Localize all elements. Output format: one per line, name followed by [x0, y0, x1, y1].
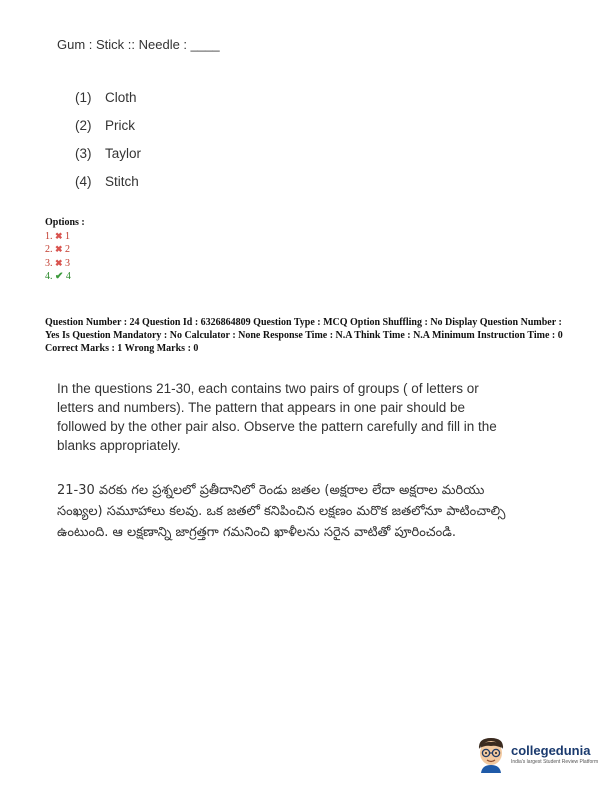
option-row-4	[45, 270, 85, 284]
option-row-1	[45, 230, 85, 244]
metadata-line: Question Number : 24 Question Id : 6326864809 Question Type : MCQ Option Shuffling : No Display Question Number : Yes Is Question Mandatory : No Calculator : None Response Time : N.A Think Time : N.A Minimum Instruction Time : 0	[45, 317, 563, 341]
option-value: 1	[65, 230, 71, 242]
option-number: 2.	[45, 244, 53, 255]
choice-4	[75, 174, 141, 202]
choice-2	[75, 118, 141, 146]
option-row-3	[45, 257, 85, 271]
options-title: Options :	[45, 217, 85, 228]
checkmark-icon: ✔	[55, 271, 64, 282]
brand-tagline: India's largest Student Review Platform	[511, 759, 599, 765]
choice-number: (3)	[75, 146, 92, 161]
instructions-telugu: 21-30 వరకు గల ప్రశ్నలలో ప్రతీదానిలో రెండు జతల (అక్షరాల లేదా అక్షరాల మరియు సంఖ్యల) సమూహాలు కలవు. ఒక జతలో కనిపించిన లక్షణం మరొక జతలోనూ పాటించాల్సి ఉంటుంది. ఆ లక్షణాన్ని జాగ్రత్తగా గమనించి ఖాళీలను సరైన వాటితో పూరించండి.	[57, 483, 506, 540]
cross-icon: ✖	[55, 230, 63, 241]
marks-line: Correct Marks : 1 Wrong Marks : 0	[45, 343, 199, 354]
choice-text: Cloth	[105, 90, 137, 105]
choice-number: (1)	[75, 90, 92, 105]
mascot-icon	[474, 735, 508, 773]
option-value: 2	[65, 244, 71, 255]
cross-icon: ✖	[55, 257, 63, 268]
option-value: 4	[65, 271, 71, 282]
option-number: 1.	[45, 230, 53, 242]
options-key	[45, 216, 85, 284]
option-row-2	[45, 243, 85, 257]
question-metadata	[45, 317, 570, 356]
answer-choices	[75, 90, 141, 202]
choice-number: (4)	[75, 174, 92, 189]
choice-3	[75, 146, 141, 174]
question-prompt: Gum : Stick :: Needle : ____	[57, 37, 220, 52]
choice-text: Prick	[105, 118, 135, 133]
choice-1	[75, 90, 141, 118]
cross-icon: ✖	[55, 244, 63, 254]
choice-number: (2)	[75, 118, 92, 133]
brand-name: collegedunia	[511, 743, 591, 758]
choice-text: Stitch	[105, 174, 139, 189]
option-value: 3	[65, 257, 71, 269]
collegedunia-logo	[474, 735, 598, 773]
option-number: 4.	[45, 271, 53, 282]
option-number: 3.	[45, 257, 53, 269]
instructions-english: In the questions 21-30, each contains two pairs of groups ( of letters or letters and numbers). The pattern that appears in one pair should be followed by the other pair also. Observe the pattern carefully and fill in the blanks appropriately.	[57, 381, 497, 453]
choice-text: Taylor	[105, 146, 142, 161]
